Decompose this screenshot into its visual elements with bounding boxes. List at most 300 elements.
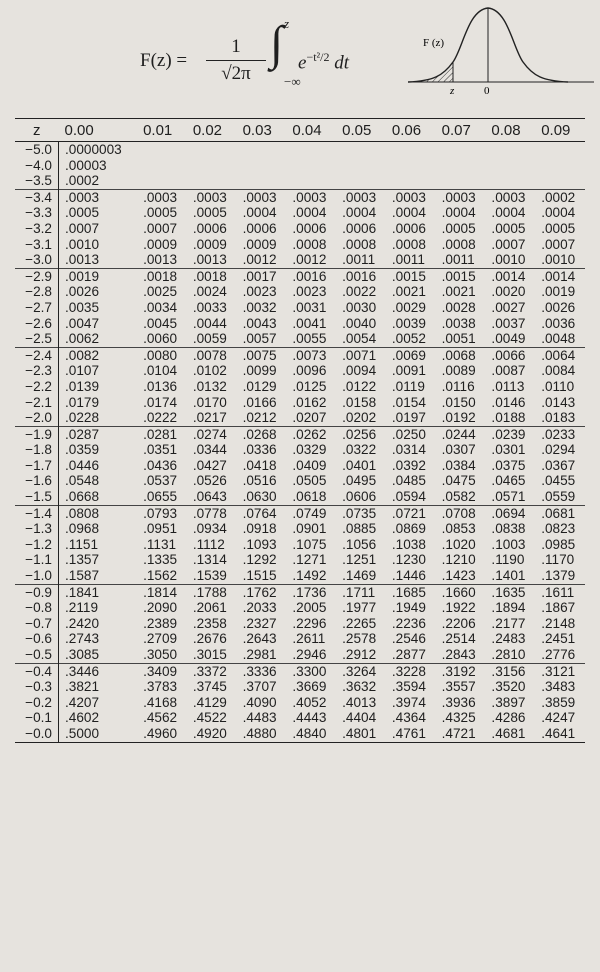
table-cell: .0418 [242, 457, 277, 473]
integrand-exponent: −t²/2 [306, 50, 330, 64]
table-cell: .0808 [59, 505, 138, 521]
z-value: −2.8 [15, 284, 59, 300]
table-cell: .3483 [541, 679, 576, 695]
table-cell: .4286 [491, 710, 526, 726]
table-cell: .0006 [242, 220, 277, 236]
z-value: −5.0 [15, 142, 59, 158]
z-value: −3.2 [15, 221, 59, 237]
table-cell: .0951 [143, 521, 178, 537]
table-cell: .0179 [65, 394, 100, 410]
table-cell [137, 173, 187, 189]
table-cell: .2546 [391, 631, 426, 647]
table-row [15, 142, 585, 158]
table-cell: .1736 [286, 584, 336, 600]
header-col: 0.07 [436, 119, 486, 142]
table-cell: .0005 [491, 220, 526, 236]
table-cell: .4641 [535, 726, 585, 742]
z-value: −0.8 [15, 600, 59, 616]
table-cell: .2206 [441, 615, 476, 631]
table-cell: .0005 [541, 220, 576, 236]
table-cell: .0015 [386, 268, 436, 284]
table-cell: .0485 [391, 473, 426, 489]
table-cell: .0068 [436, 347, 486, 363]
table-cell: .0344 [192, 442, 227, 458]
table-cell: .0367 [541, 457, 576, 473]
table-cell: .0217 [192, 410, 227, 426]
table-cell: .2090 [143, 600, 178, 616]
table-cell: .4761 [386, 726, 436, 742]
table-cell: .0516 [242, 473, 277, 489]
table-cell: .0032 [242, 299, 277, 315]
z-value: −0.7 [15, 616, 59, 632]
table-cell: .0062 [65, 331, 100, 347]
table-cell: .0073 [286, 347, 336, 363]
header-col: 0.06 [386, 119, 436, 142]
table-cell [535, 173, 585, 189]
table-cell: .3632 [342, 679, 377, 695]
table-cell: .1314 [192, 552, 227, 568]
z-value: −1.9 [15, 426, 59, 442]
table-cell: .0003 [237, 189, 287, 205]
table-cell: .0239 [485, 426, 535, 442]
table-cell: .1562 [143, 568, 178, 584]
table-cell: .0096 [292, 363, 327, 379]
table-cell: .1292 [242, 552, 277, 568]
table-cell: .0918 [242, 521, 277, 537]
table-cell: .1469 [342, 568, 377, 584]
table-cell: .0655 [143, 489, 178, 505]
table-cell: .0008 [292, 236, 327, 252]
table-cell: .0005 [441, 220, 476, 236]
table-row [15, 663, 585, 679]
table-cell: .3707 [242, 679, 277, 695]
table-cell: .0002 [535, 189, 585, 205]
table-row [15, 473, 585, 489]
integral-lower-limit: −∞ [284, 74, 301, 89]
table-cell [187, 142, 237, 158]
table-cell: .0006 [342, 220, 377, 236]
table-cell: .0571 [491, 489, 526, 505]
table-cell: .3745 [192, 679, 227, 695]
table-cell: .1020 [441, 536, 476, 552]
table-cell: .1038 [391, 536, 426, 552]
table-cell: .0107 [65, 363, 100, 379]
table-row [15, 331, 585, 347]
table-cell: .0823 [541, 521, 576, 537]
table-cell: .0029 [391, 299, 426, 315]
table-cell: .0033 [192, 299, 227, 315]
table-cell: .4721 [436, 726, 486, 742]
table-cell: .0749 [286, 505, 336, 521]
table-cell: .0455 [541, 473, 576, 489]
table-cell: .1949 [391, 600, 426, 616]
table-cell: .0026 [65, 284, 100, 300]
table-cell: .3050 [143, 647, 178, 662]
table-cell: .2005 [292, 600, 327, 616]
table-cell [187, 173, 237, 189]
table-cell: .3085 [65, 647, 100, 662]
table-cell: .0091 [391, 363, 426, 379]
table-cell: .0039 [391, 315, 426, 331]
table-cell: .2451 [541, 631, 576, 647]
table-cell: .0051 [441, 331, 476, 347]
table-cell [137, 158, 187, 174]
table-row [15, 568, 585, 584]
table-cell: .0041 [292, 315, 327, 331]
table-cell: .0009 [192, 236, 227, 252]
integral-upper-limit: z [284, 16, 290, 31]
table-cell: .0764 [237, 505, 287, 521]
header-col: 0.09 [535, 119, 585, 142]
z-value: −1.2 [15, 537, 59, 553]
table-cell: .4483 [242, 710, 277, 726]
table-cell: .00003 [65, 157, 107, 173]
table-cell: .3372 [187, 663, 237, 679]
table-cell: .0007 [143, 220, 178, 236]
z-value: −3.3 [15, 205, 59, 221]
table-cell: .0003 [436, 189, 486, 205]
table-cell: .1075 [292, 536, 327, 552]
table-cell: .0094 [342, 363, 377, 379]
table-cell: .0069 [386, 347, 436, 363]
table-row [15, 710, 585, 726]
table-cell: .0838 [491, 521, 526, 537]
table-cell: .1423 [441, 568, 476, 584]
table-cell: .0000003 [65, 142, 122, 157]
table-cell: .0049 [491, 331, 526, 347]
table-cell: .0268 [237, 426, 287, 442]
z-value: −0.2 [15, 695, 59, 711]
table-cell: .0027 [491, 299, 526, 315]
table-row [15, 616, 585, 632]
table-cell: .0139 [65, 378, 100, 394]
header-col: 0.05 [336, 119, 386, 142]
table-cell: .2843 [441, 647, 476, 662]
normal-curve-figure [408, 4, 594, 96]
table-cell: .0006 [391, 220, 426, 236]
table-cell: .0793 [137, 505, 187, 521]
table-cell: .0059 [192, 331, 227, 347]
table-cell: .0582 [441, 489, 476, 505]
table-cell: .0336 [242, 442, 277, 458]
table-cell: .3821 [65, 679, 100, 695]
table-cell [286, 173, 336, 189]
z-value: −1.3 [15, 521, 59, 537]
table-cell: .0885 [342, 521, 377, 537]
table-cell: .0007 [65, 220, 100, 236]
z-value: −0.1 [15, 710, 59, 726]
table-cell: .3859 [541, 694, 576, 710]
table-cell: .0007 [491, 236, 526, 252]
table-cell: .3936 [441, 694, 476, 710]
table-cell: .0427 [192, 457, 227, 473]
table-cell: .1003 [491, 536, 526, 552]
table-cell: .3192 [436, 663, 486, 679]
table-cell: .0006 [192, 220, 227, 236]
table-cell: .0044 [192, 315, 227, 331]
table-cell: .0375 [491, 457, 526, 473]
table-cell: .0004 [391, 205, 426, 221]
z-value: −2.0 [15, 410, 59, 426]
table-cell [535, 158, 585, 174]
z-value: −1.7 [15, 458, 59, 474]
table-cell: .0004 [342, 205, 377, 221]
table-cell: .0968 [65, 521, 100, 537]
table-cell: .1230 [391, 552, 426, 568]
z-value: −0.4 [15, 663, 59, 679]
table-cell: .0078 [187, 347, 237, 363]
table-cell: .4168 [143, 694, 178, 710]
table-cell: .0985 [541, 536, 576, 552]
table-cell: .3520 [491, 679, 526, 695]
table-cell: .3121 [535, 663, 585, 679]
table-cell: .0007 [541, 236, 576, 252]
table-row [15, 379, 585, 395]
table-cell: .1922 [441, 600, 476, 616]
table-cell: .2810 [491, 647, 526, 662]
table-cell: .0009 [143, 236, 178, 252]
table-cell: .0409 [292, 457, 327, 473]
table-cell: .0005 [65, 205, 100, 221]
table-row [15, 537, 585, 553]
formula-fraction [206, 36, 266, 85]
table-cell [336, 142, 386, 158]
table-cell: .0125 [292, 378, 327, 394]
fraction-denominator: √2π [221, 63, 251, 84]
table-cell: .0183 [541, 410, 576, 426]
table-row [15, 316, 585, 332]
table-cell: .0274 [187, 426, 237, 442]
table-cell: .2643 [242, 631, 277, 647]
curve-label: F (z) [423, 37, 445, 49]
table-cell: .3897 [491, 694, 526, 710]
z-value: −2.1 [15, 395, 59, 411]
table-cell: .0020 [491, 284, 526, 300]
z-value: −0.3 [15, 679, 59, 695]
table-cell: .0188 [491, 410, 526, 426]
table-cell: .0018 [137, 268, 187, 284]
table-cell [286, 142, 336, 158]
header-col: 0.04 [286, 119, 336, 142]
table-cell: .0003 [59, 189, 138, 205]
table-cell [237, 158, 287, 174]
formula-header [0, 0, 600, 118]
table-cell: .0192 [441, 410, 476, 426]
table-row [15, 221, 585, 237]
table-body [15, 142, 585, 743]
table-cell: .4443 [292, 710, 327, 726]
z-value: −2.4 [15, 347, 59, 363]
table-cell [336, 173, 386, 189]
table-cell: .0004 [541, 205, 576, 221]
table-cell: .0681 [535, 505, 585, 521]
table-cell: .4325 [441, 710, 476, 726]
table-cell: .2358 [192, 615, 227, 631]
table-cell: .0119 [391, 378, 425, 394]
table-cell: .2912 [342, 647, 377, 662]
table-cell: .0287 [59, 426, 138, 442]
table-cell: .0028 [441, 299, 476, 315]
table-cell: .0013 [65, 252, 100, 268]
table-cell [485, 158, 535, 174]
table-cell: .2061 [192, 600, 227, 616]
table-cell: .0005 [192, 205, 227, 221]
table-cell: .0045 [143, 315, 178, 331]
table-cell [237, 142, 287, 158]
table-cell: .0446 [65, 457, 100, 473]
differential: dt [334, 52, 350, 74]
table-cell: .0010 [491, 252, 526, 268]
table-cell: .0010 [541, 252, 576, 268]
table-cell: .0075 [237, 347, 287, 363]
z-value: −0.5 [15, 647, 59, 663]
z-value: −0.6 [15, 631, 59, 647]
table-cell: .3446 [59, 663, 138, 679]
table-cell: .0023 [292, 284, 327, 300]
table-cell [386, 173, 436, 189]
z-value: −2.3 [15, 363, 59, 379]
table-cell: .1894 [491, 600, 526, 616]
table-cell: .0089 [441, 363, 476, 379]
table-cell: .3015 [192, 647, 227, 662]
table-cell [336, 158, 386, 174]
table-cell: .1635 [485, 584, 535, 600]
table-cell: .1112 [192, 536, 225, 552]
table-cell: .4681 [485, 726, 535, 742]
table-cell: .0038 [441, 315, 476, 331]
z-value: −1.6 [15, 473, 59, 489]
table-cell: .1587 [65, 568, 100, 584]
table-cell: .0143 [541, 394, 576, 410]
table-cell: .0064 [535, 347, 585, 363]
table-cell: .1251 [342, 552, 377, 568]
table-row [15, 284, 585, 300]
table-cell: .0202 [342, 410, 377, 426]
table-cell: .3336 [237, 663, 287, 679]
z-value: −1.5 [15, 489, 59, 505]
table-cell: .0010 [65, 236, 100, 252]
table-cell: .0016 [286, 268, 336, 284]
table-cell: .0475 [441, 473, 476, 489]
table-cell: .0012 [242, 252, 277, 268]
table-cell: .2514 [441, 631, 476, 647]
table-cell: .0618 [292, 489, 327, 505]
formula-lhs: F(z) = [140, 50, 188, 71]
table-cell [386, 142, 436, 158]
table-cell: .2611 [292, 631, 326, 647]
table-cell: .0113 [491, 378, 525, 394]
table-cell [436, 158, 486, 174]
table-cell: .0465 [491, 473, 526, 489]
table-cell: .2265 [342, 615, 377, 631]
z-value: −3.5 [15, 173, 59, 189]
table-cell: .2981 [242, 647, 277, 662]
table-cell: .1867 [541, 600, 576, 616]
table-row [15, 679, 585, 695]
table-cell: .0024 [192, 284, 227, 300]
table-cell: .0132 [192, 378, 227, 394]
table-cell: .2327 [242, 615, 277, 631]
table-cell: .1446 [391, 568, 426, 584]
table-cell: .1131 [143, 536, 177, 552]
table-cell: .1515 [242, 568, 277, 584]
table-cell: .2148 [541, 615, 576, 631]
table-row [15, 252, 585, 268]
table-cell: .0037 [491, 315, 526, 331]
table-cell: .0436 [143, 457, 178, 473]
table-cell: .2578 [342, 631, 377, 647]
table-cell: .0004 [292, 205, 327, 221]
table-cell [535, 142, 585, 158]
table-cell [436, 142, 486, 158]
table-row [15, 347, 585, 363]
table-cell: .4602 [65, 710, 100, 726]
table-cell: .0040 [342, 315, 377, 331]
table-row [15, 395, 585, 411]
table-cell: .3783 [143, 679, 178, 695]
table-cell: .1977 [342, 600, 377, 616]
table-cell: .0084 [541, 363, 576, 379]
table-cell: .1093 [242, 536, 277, 552]
table-cell: .0036 [541, 315, 576, 331]
table-cell: .0071 [336, 347, 386, 363]
table-cell: .2776 [541, 647, 576, 662]
table-cell: .3300 [286, 663, 336, 679]
table-cell: .0002 [65, 173, 100, 189]
table-cell: .0017 [237, 268, 287, 284]
table-cell: .2709 [143, 631, 178, 647]
table-cell: .0047 [65, 315, 100, 331]
table-cell: .0003 [336, 189, 386, 205]
table-cell: .0262 [286, 426, 336, 442]
table-cell: .0329 [292, 442, 327, 458]
table-cell: .0256 [336, 426, 386, 442]
table-cell: .1788 [187, 584, 237, 600]
table-row [15, 237, 585, 253]
table-cell: .0212 [242, 410, 277, 426]
table-cell: .0011 [342, 252, 376, 268]
z-value: −1.0 [15, 568, 59, 584]
table-cell: .0222 [143, 410, 178, 426]
table-cell: .0721 [386, 505, 436, 521]
zero-label: 0 [484, 85, 490, 96]
table-cell: .0392 [391, 457, 426, 473]
table-cell: .2483 [491, 631, 526, 647]
z-value: −2.5 [15, 331, 59, 347]
table-row [15, 426, 585, 442]
table-cell: .0005 [143, 205, 178, 221]
z-value: −4.0 [15, 158, 59, 174]
table-cell: .0778 [187, 505, 237, 521]
table-cell: .0025 [143, 284, 178, 300]
table-cell: .0104 [143, 363, 178, 379]
table-cell: .3409 [137, 663, 187, 679]
table-cell: .0015 [436, 268, 486, 284]
table-cell: .0166 [242, 394, 277, 410]
table-cell: .0013 [192, 252, 227, 268]
table-cell: .0003 [286, 189, 336, 205]
z-label: z [450, 85, 455, 96]
table-cell: .2119 [65, 600, 99, 616]
table-cell: .4364 [391, 710, 426, 726]
table-cell: .0314 [391, 442, 426, 458]
table-cell: .2946 [292, 647, 327, 662]
table-cell: .1841 [59, 584, 138, 600]
table-cell: .0066 [485, 347, 535, 363]
table-cell: .0359 [65, 442, 100, 458]
table-row [15, 489, 585, 505]
table-cell: .0537 [143, 473, 178, 489]
